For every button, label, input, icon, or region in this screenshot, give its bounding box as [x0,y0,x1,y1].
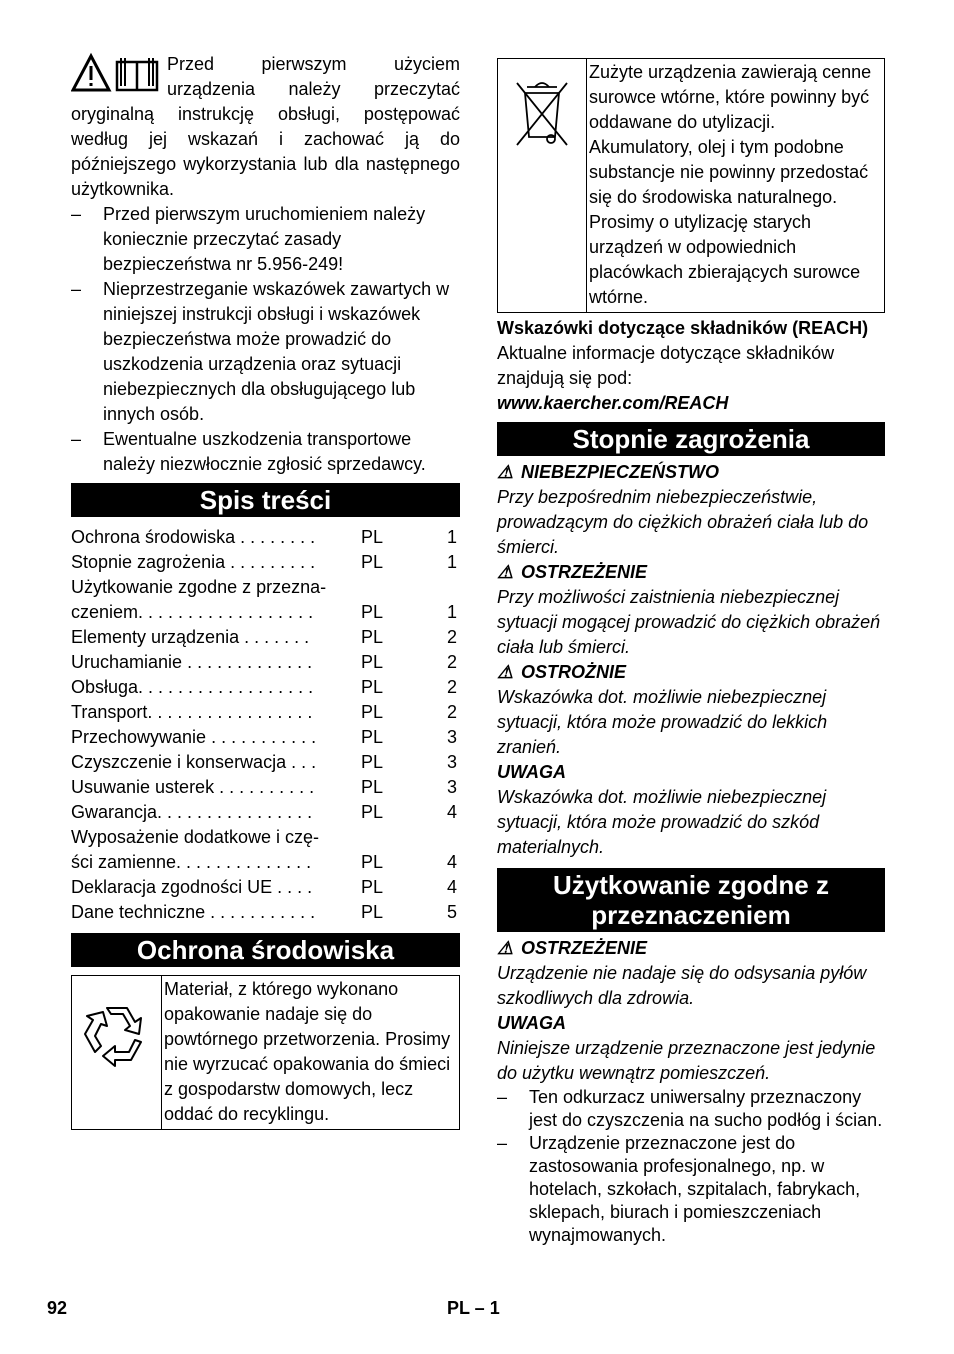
toc-entry-page: 1 [446,602,457,622]
toc-entry[interactable] [71,650,460,675]
intended-warning-label-text: OSTRZEŻENIE [521,938,648,958]
hazard-text: Przy możliwości zaistnienia niebezpiecznej sytuacji mogącej prowadzić do ciężkich obrażeń ciała lub śmierci. [497,587,881,657]
intended-note-label: UWAGA [497,1013,566,1033]
toc-dots: . . . . . . . . . . . . . [187,652,313,672]
hazard-heading: Stopnie zagrożenia [497,422,885,456]
toc-entry-lang: PL [361,877,384,897]
toc-entry[interactable] [71,525,460,550]
dash: – [71,204,82,224]
intro-item [71,202,460,277]
intro-text: Przed pierwszym użyciem urządzenia należy przeczytać oryginalną instrukcję obsługi, postępować według jej wskazań i zachować ją do późniejszego wykorzystania lub dla następnego użytkownika. [71,54,460,199]
toc-entry[interactable] [71,700,460,725]
toc-entry-lang: PL [361,702,384,722]
intended-item-text: Ten odkurzacz uniwersalny przeznaczony jest do czyszczenia na sucho podłóg i ścian. [529,1087,883,1130]
toc-entry-page: 3 [446,777,457,797]
toc-entry-title: Gwarancja [71,802,158,822]
toc-entry-title: Transport [71,702,148,722]
toc-entry-page: 3 [446,752,457,772]
environment-heading: Ochrona środowiska [71,933,460,967]
hazard-label-danger [497,460,885,485]
packaging-table [71,975,460,1130]
warning-triangle-icon: ⚠ [497,462,514,482]
hazard-levels [497,460,885,860]
toc-dots: . . . . [277,877,313,897]
toc-entry-page: 4 [446,852,457,872]
toc-entry-page: 1 [446,552,457,572]
intro-item [71,427,460,477]
hazard-label-text: OSTRZEŻENIE [521,562,648,582]
toc-entry-title: Użytkowanie zgodne z przezna- [71,577,327,597]
intended-use-body [497,936,885,1247]
dash: – [497,1133,508,1153]
toc-entry-title: Usuwanie usterek [71,777,215,797]
toc-entry-lang: PL [361,627,384,647]
hazard-label-notice: UWAGA [497,762,566,782]
toc-entry-page: 5 [446,902,457,922]
dash: – [497,1087,508,1107]
toc-dots: . . . . . . . [244,627,310,647]
toc-entry[interactable] [71,825,460,875]
toc-entry-page: 2 [446,677,457,697]
toc-dots: . . . . . . . . . . . . . . [176,852,312,872]
intended-warning-label [497,936,885,961]
toc-entry[interactable] [71,875,460,900]
reach-heading: Wskazówki dotyczące składników (REACH) [497,318,869,338]
toc-entry-page: 3 [446,727,457,747]
packaging-text: Materiał, z którego wykonano opakowanie nadaje się do powtórnego przetworzenia. Prosimy nie wyrzucać opakowania do śmieci z gospodarstw domowych, lecz oddać do recyklingu. [164,979,451,1124]
toc-entry-page: 4 [446,877,457,897]
recycle-cell [72,976,162,1129]
toc-entry-title: Dane techniczne [71,902,206,922]
intro-item-text: Nieprzestrzeganie wskazówek zawartych w niniejszej instrukcji obsługi i wskazówek bezpieczeństwa może prowadzić do uszkodzenia urządzenia oraz sytuacji niebezpiecznych dla obsługującego lub innych osób. [103,279,450,424]
toc-entry-title: Czyszczenie i konserwacja [71,752,287,772]
toc-entry-lang: PL [361,802,384,822]
toc-entry-lang: PL [361,552,384,572]
intro-item [71,277,460,427]
toc-entry-lang: PL [361,902,384,922]
intro-block [71,52,460,477]
dash: – [71,279,82,299]
toc-dots: . . . [291,752,317,772]
toc-dots: . . . . . . . . . . [219,777,315,797]
toc-entry-title: Wyposażenie dodatkowe i czę- [71,827,319,847]
warning-triangle-icon: ⚠ [497,938,514,958]
intended-item [497,1086,885,1132]
toc-entry-page: 4 [446,802,457,822]
intended-warning-text: Urządzenie nie nadaje się do odsysania pyłów szkodliwych dla zdrowia. [497,963,867,1008]
toc-entry-title: Przechowywanie [71,727,207,747]
toc-entry-page: 2 [446,702,457,722]
hazard-label-warning [497,560,885,585]
toc-entry-title-cont: czeniem [71,602,139,622]
toc-dots: . . . . . . . . . [230,552,316,572]
toc-entry[interactable] [71,800,460,825]
toc-entry[interactable] [71,550,460,575]
intro-icons [71,52,161,94]
left-column [71,52,460,1130]
reach-text: Aktualne informacje dotyczące składników znajdują się pod: [497,343,835,388]
toc-entry[interactable] [71,575,460,625]
toc-entry-title: Obsługa [71,677,139,697]
toc-entry-title: Ochrona środowiska [71,527,236,547]
toc-dots: . . . . . . . . . . . [210,902,316,922]
toc-dots: . . . . . . . . . . . . . . . . [157,802,313,822]
toc-dots: . . . . . . . . . . . [211,727,317,747]
page-label: PL – 1 [447,1298,500,1318]
disposal-table [497,58,885,313]
toc-dots: . . . . . . . . [240,527,316,547]
intended-item-text: Urządzenie przeznaczone jest do zastosowania profesjonalnego, np. w hotelach, szkołach, szpitalach, fabrykach, sklepach, biurach i pomieszczeniach wynajmowanych. [529,1133,861,1245]
toc-entry-page: 2 [446,652,457,672]
toc-list [71,525,460,925]
hazard-text: Wskazówka dot. możliwie niebezpiecznej sytuacji, która może prowadzić do szkód materialnych. [497,787,827,857]
toc-entry-lang: PL [361,527,384,547]
warning-triangle-icon: ⚠ [497,662,514,682]
intro-item-text: Ewentualne uszkodzenia transportowe należy niezwłocznie zgłosić sprzedawcy. [103,429,426,474]
intended-item [497,1132,885,1247]
intended-use-heading: Użytkowanie zgodne z przeznaczeniem [497,868,885,932]
bin-cell [498,59,587,312]
toc-entry-lang: PL [361,752,384,772]
crossed-bin-icon [507,69,577,149]
toc-entry-lang: PL [361,852,384,872]
toc-entry-lang: PL [361,677,384,697]
hazard-text: Wskazówka dot. możliwie niebezpiecznej sytuacji, która może prowadzić do lekkich zranień. [497,687,828,757]
toc-entry[interactable] [71,900,460,925]
toc-entry-page: 1 [446,527,457,547]
toc-heading: Spis treści [71,483,460,517]
toc-entry-title: Deklaracja zgodności UE [71,877,273,897]
reach-link[interactable]: www.kaercher.com/REACH [497,393,729,413]
toc-entry-title-cont: ści zamienne [71,852,177,872]
toc-dots: . . . . . . . . . . . . . . . . . . [138,602,314,622]
disposal-text: Zużyte urządzenia zawierają cenne surowce wtórne, które powinny być oddawane do utylizacji. Akumulatory, olej i tym podobne substancje nie powinny przedostać się do środowiska naturalnego. Prosimy o utylizację starych urządzeń w odpowiednich placówkach zbierających surowce wtórne. [589,62,872,307]
intro-item-text: Przed pierwszym uruchomieniem należy koniecznie przeczytać zasady bezpieczeństwa nr 5.956-249! [103,204,426,274]
hazard-text: Przy bezpośrednim niebezpieczeństwie, prowadzącym do ciężkich obrażeń ciała lub do śmierci. [497,487,869,557]
recycle-icon [77,994,157,1074]
toc-entry[interactable] [71,750,460,775]
toc-entry[interactable] [71,775,460,800]
right-column [497,58,885,1247]
warning-manual-icon [71,52,161,94]
page-number: 92 [47,1298,68,1318]
toc-entry-lang: PL [361,652,384,672]
toc-dots: . . . . . . . . . . . . . . . . . [147,702,313,722]
toc-entry[interactable] [71,725,460,750]
hazard-label-text: OSTROŻNIE [521,662,627,682]
toc-entry[interactable] [71,675,460,700]
hazard-label-text: NIEBEZPIECZEŃSTWO [521,462,720,482]
warning-triangle-icon: ⚠ [497,562,514,582]
toc-entry-lang: PL [361,727,384,747]
toc-entry[interactable] [71,625,460,650]
toc-entry-lang: PL [361,602,384,622]
intended-note-text: Niniejsze urządzenie przeznaczone jest jedynie do użytku wewnątrz pomieszczeń. [497,1038,876,1083]
toc-entry-title: Elementy urządzenia [71,627,240,647]
dash: – [71,429,82,449]
hazard-label-caution [497,660,885,685]
toc-entry-title: Stopnie zagrożenia [71,552,226,572]
toc-entry-lang: PL [361,777,384,797]
toc-dots: . . . . . . . . . . . . . . . . . . [138,677,314,697]
toc-entry-title: Uruchamianie [71,652,183,672]
toc-entry-page: 2 [446,627,457,647]
